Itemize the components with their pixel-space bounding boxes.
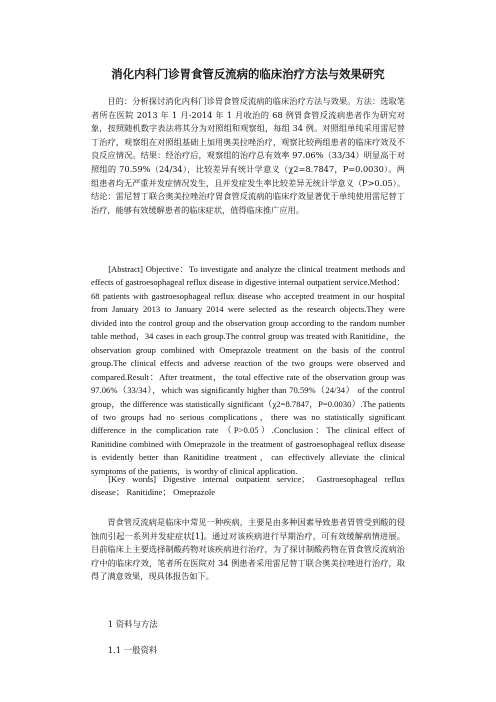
keywords-english: [Key words] Digestive internal outpatient service； Gastroesophageal reflux disease； Ranitidine； Omeprazole xyxy=(91,474,405,498)
paper-title: 消化内科门诊胃食管反流病的临床治疗方法与效果研究 xyxy=(111,67,385,81)
abstract-chinese: 目的：分析探讨消化内科门诊胃食管反流病的临床治疗方法与效果。方法：选取笔者所在医院 2013 年 1 月-2014 年 1 月收治的 68 例胃食管反流病患者作为研究对象，按照随机数字表法将其分为对照组和观察组，每组 34 例。对照组单纯采用雷尼替丁治疗，观察组在对照组基础上加用奥美拉唑治疗，观察比较两组患者的临床疗效及不良反应情况。结果：经治疗后，观察组的治疗总有效率 97.06%（33/34）明显高于对照组的 70.59%（24/34），比较差异有统计学意义（χ2=8.7847，P=0.0030）。两组患者均无严重并发症情况发生，且并发症发生率比较差异无统计学意义（P>0.05）。结论：雷尼替丁联合奥美拉唑治疗胃食管反流病的临床疗效显著优于单纯使用雷尼替丁治疗，能够有效缓解患者的临床症状，值得临床推广应用。 xyxy=(91,96,405,215)
section-heading-materials-methods: 1 资料与方法 xyxy=(107,619,158,629)
introduction-paragraph: 胃食管反流病是临床中常见一种疾病，主要是由多种因素导致患者胃管受到酸的侵蚀而引起一系列并发症症状[1]。通过对该疾病进行早期治疗，可有效缓解病情进展。目前临床上主要选择制酸药物对该疾病进行治疗，为了探讨制酸药物在胃食管反流病治疗中的临床疗效，笔者所在医院对 34 例患者采用雷尼替丁联合奥美拉唑进行治疗，取得了满意效果，现具体报告如下。 xyxy=(91,517,405,582)
abstract-english: [Abstract] Objective：To investigate and analyze the clinical treatment methods and effects of gastroesophageal reflux disease in digestive internal outpatient service.Method：68 patients with gastroesophageal reflux disease who accepted treatment in our hospital from January 2013 to January 2014 were selected as the research objects.They were divided into the control group and the observation group according to the random number table method，34 cases in each group.The control group was treated with Ranitidine，the observation group combined with Omeprazole treatment on the basis of the control group.The clinical effects and adverse reaction of the two groups were observed and compared.Result：After treatment，the total effective rate of the observation group was 97.06%（33/34），which was significantly higher than 70.59%（24/34） of the control group，the difference was statistically significant（χ2=8.7847，P=0.0030）.The patients of two groups had no serious complications，there was no statistically significant difference in the complication rate （P>0.05）.Conclusion：The clinical effect of Ranitidine combined with Omeprazole in the treatment of gastroesophageal reflux disease is evidently better than Ranitidine treatment，can effectively alleviate the clinical symptoms of the patients，is worthy of clinical application. xyxy=(91,264,405,476)
subsection-heading-general-data: 1.1 一般资料 xyxy=(107,645,158,655)
